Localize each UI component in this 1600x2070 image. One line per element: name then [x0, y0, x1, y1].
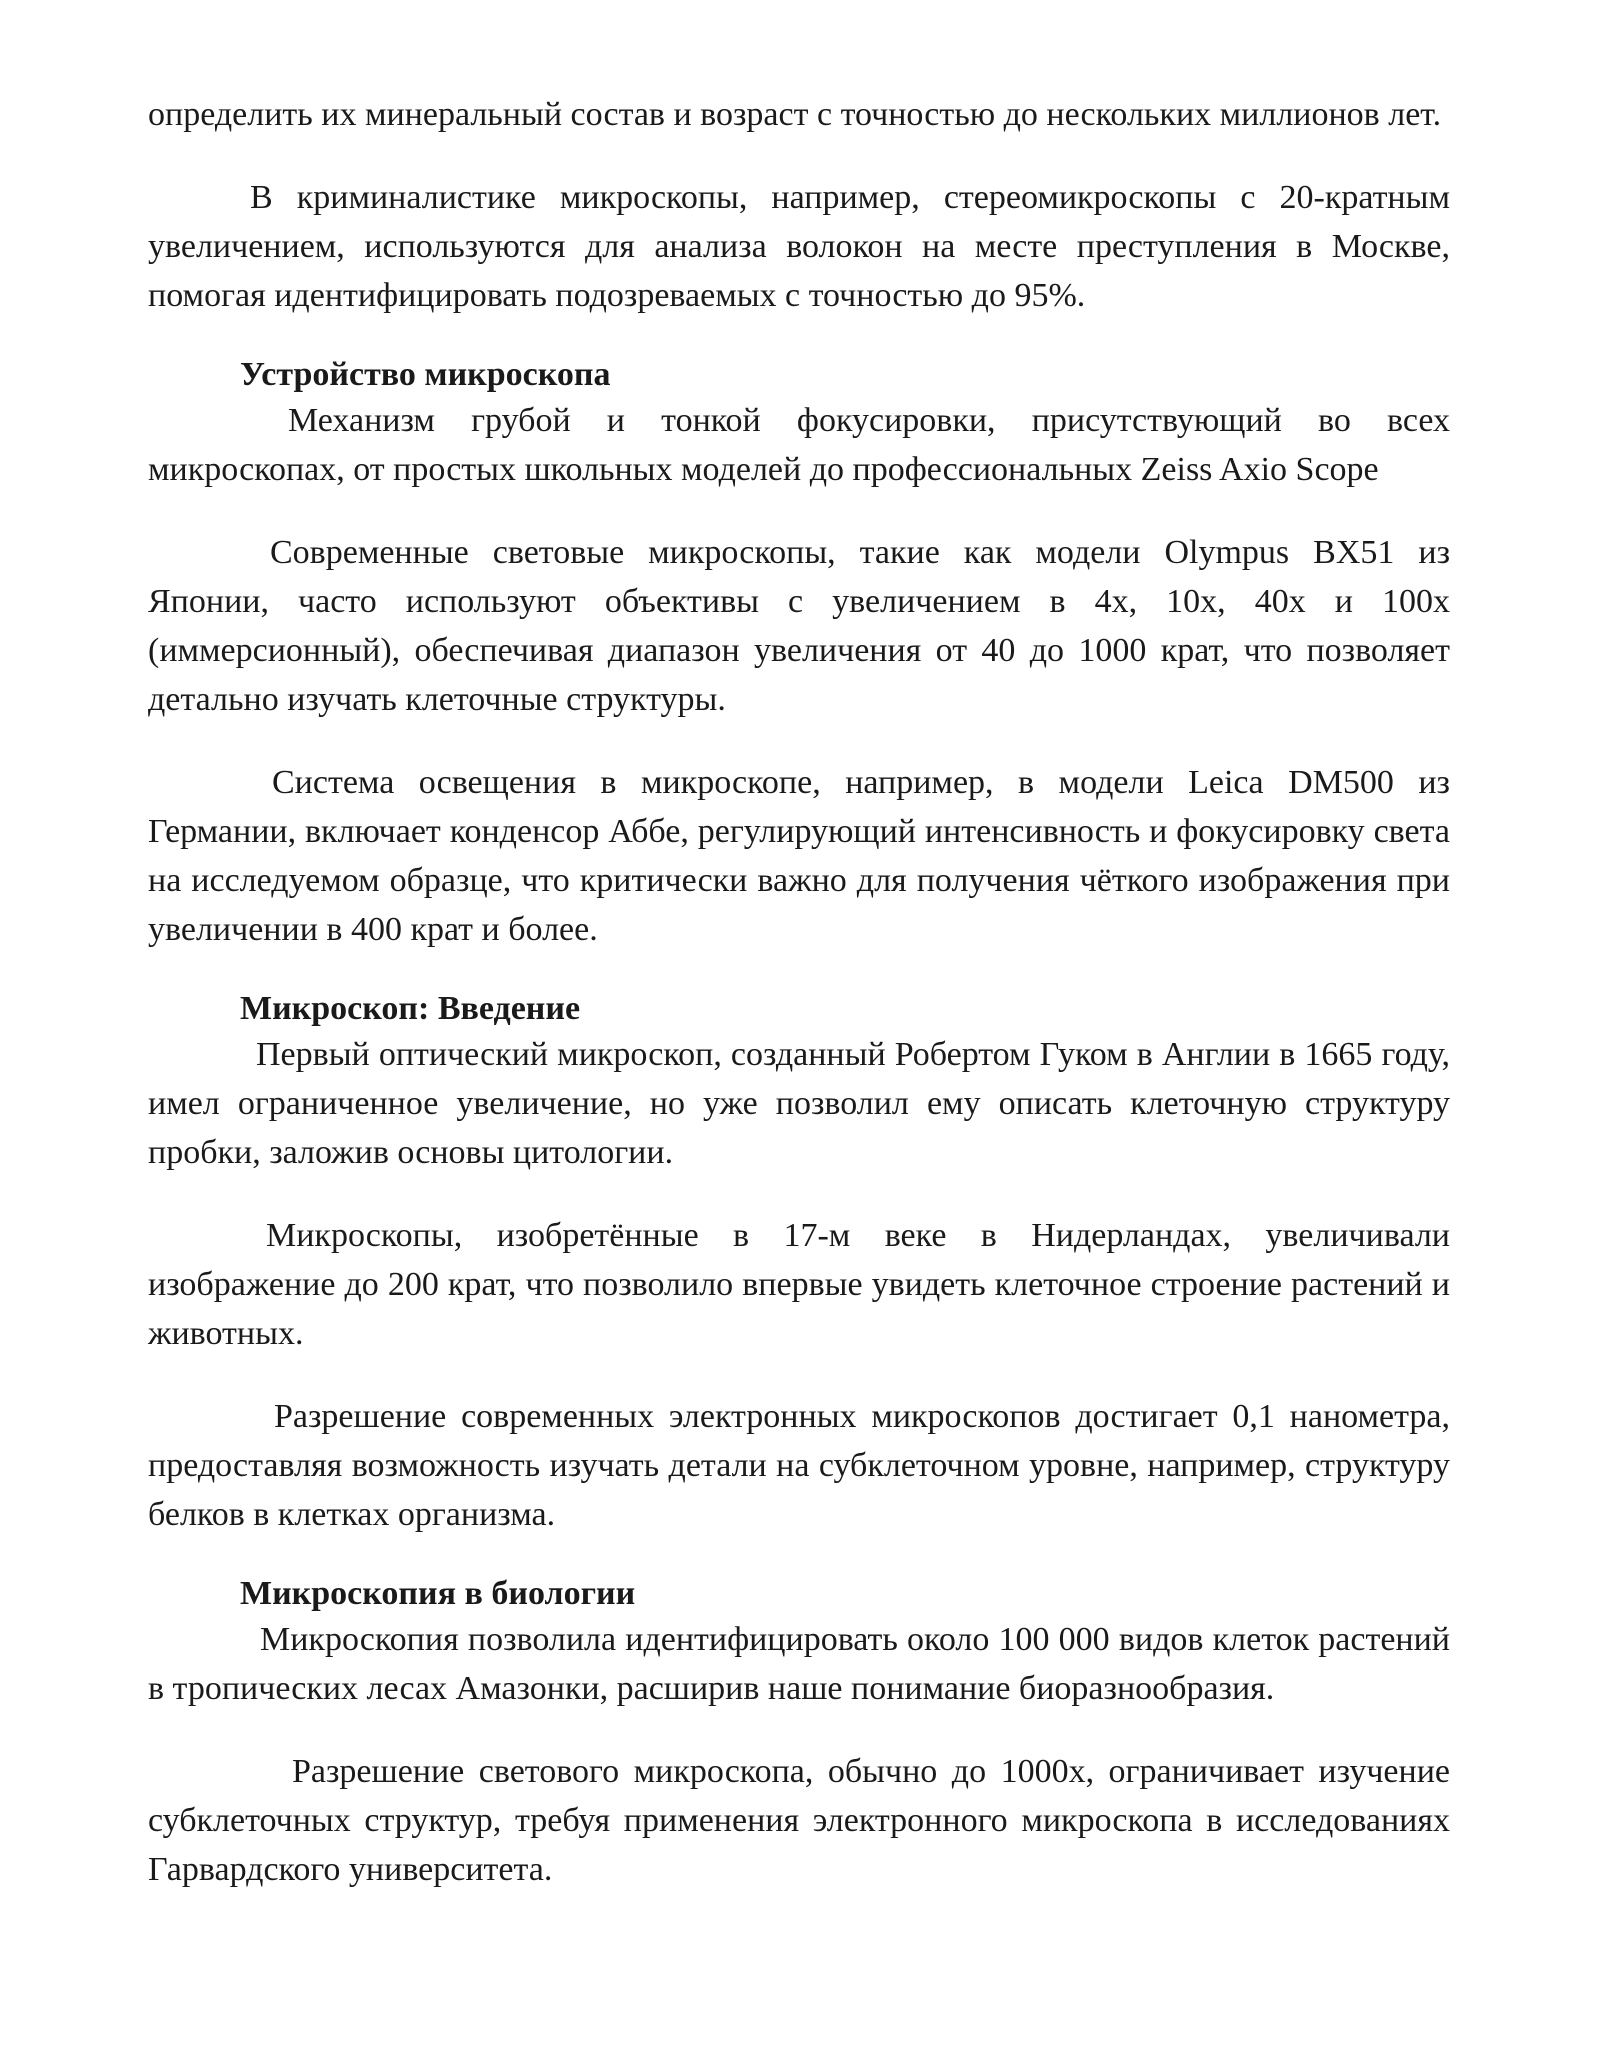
section-heading: Микроскоп: Введение: [240, 990, 581, 1027]
paragraph: Первый оптический микроскоп, созданный Робертом Гуком в Англии в 1665 году, имел ограниченное увеличение, но уже позволил ему описать клеточную структуру пробки, заложив основы цитологии.: [148, 1036, 1450, 1171]
paragraph: Микроскопия позволила идентифицировать около 100 000 видов клеток растений в тропических лесах Амазонки, расширив наше понимание биоразнообразия.: [148, 1621, 1450, 1707]
paragraph: Система освещения в микроскопе, например, в модели Leica DM500 из Германии, включает конденсор Аббе, регулирующий интенсивность и фокусировку света на исследуемом образце, что критически важно для получения чёткого изображения при увеличении в 400 крат и более.: [148, 764, 1450, 948]
paragraph: определить их минеральный состав и возраст с точностью до нескольких миллионов лет.: [148, 96, 1442, 133]
paragraph: Современные световые микроскопы, такие как модели Olympus BX51 из Японии, часто используют объективы с увеличением в 4x, 10x, 40x и 100x (иммерсионный), обеспечивая диапазон увеличения от 40 до 1000 крат, что позволяет детально изучать клеточные структуры.: [148, 534, 1450, 718]
paragraph: Разрешение светового микроскопа, обычно до 1000x, ограничивает изучение субклеточных структур, требуя применения электронного микроскопа в исследованиях Гарвардского университета.: [148, 1753, 1450, 1888]
section-heading: Устройство микроскопа: [240, 356, 611, 393]
document-page: [148, 90, 1450, 1894]
paragraph: Механизм грубой и тонкой фокусировки, присутствующий во всех микроскопах, от простых школьных моделей до профессиональных Zeiss Axio Scope: [148, 402, 1450, 488]
paragraph: Разрешение современных электронных микроскопов достигает 0,1 нанометра, предоставляя возможность изучать детали на субклеточном уровне, например, структуру белков в клетках организма.: [148, 1398, 1450, 1533]
section-heading: Микроскопия в биологии: [240, 1575, 636, 1612]
paragraph: В криминалистике микроскопы, например, стереомикроскопы с 20-кратным увеличением, используются для анализа волокон на месте преступления в Москве, помогая идентифицировать подозреваемых с точностью до 95%.: [148, 179, 1450, 314]
paragraph: Микроскопы, изобретённые в 17-м веке в Нидерландах, увеличивали изображение до 200 крат, что позволило впервые увидеть клеточное строение растений и животных.: [148, 1217, 1450, 1352]
